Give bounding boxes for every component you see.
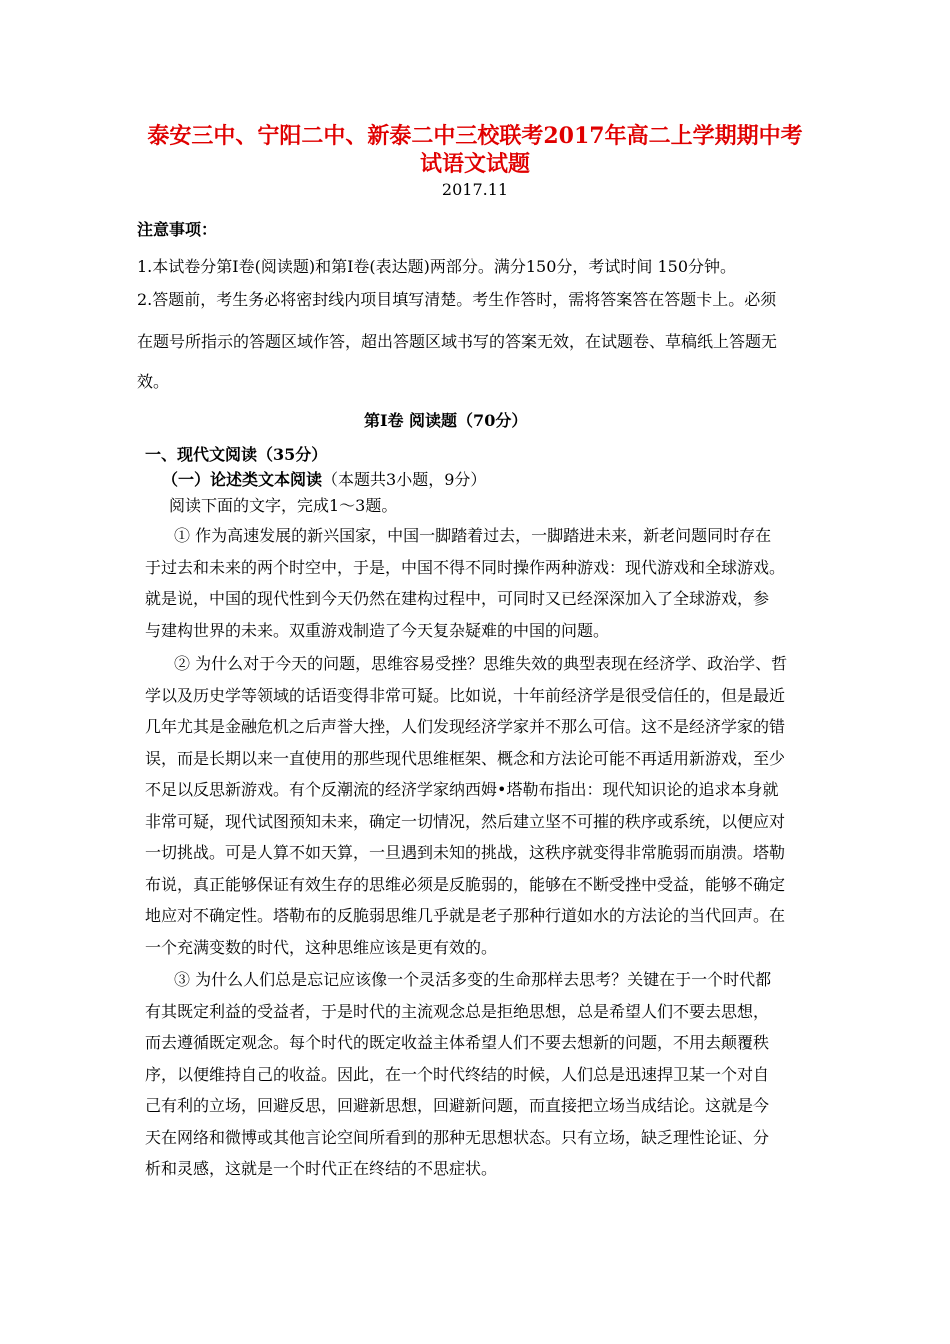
passage-line: 己有利的立场，回避反思，回避新思想，回避新问题，而直接把立场当成结论。这就是今 [145,1096,770,1115]
passage-line: 几年尤其是金融危机之后声誉大挫，人们发现经济学家并不那么可信。这不是经济学家的错 [145,717,786,736]
exam-date: 2017.11 [441,180,509,199]
passage-line: 天在网络和微博或其他言论空间所看到的那种无思想状态。只有立场，缺乏理性论证、分 [145,1127,770,1147]
passage-line: 而去遵循既定观念。每个时代的既定收益主体希望人们不要去想新的问题，不用去颠覆秩 [145,1033,770,1052]
notes-item-2-line-3: 效。 [137,372,170,391]
passage-line: 析和灵感，这就是一个时代正在终结的不思症状。 [145,1159,498,1178]
notes-heading: 注意事项： [137,220,218,239]
section-title: 第Ⅰ卷 阅读题（70分） [364,411,528,430]
subsection-1-heading [162,470,486,490]
passage-line: ③ 为什么人们总是忘记应该像一个灵活多变的生命那样去思考？关键在于一个时代都 [174,970,772,989]
passage-line: 与建构世界的未来。双重游戏制造了今天复杂疑难的中国的问题。 [145,620,610,640]
passage-line: 地应对不确定性。塔勒布的反脆弱思维几乎就是老子那种行道如水的方法论的当代回声。在 [145,906,786,925]
notes-item-2-line-2: 在题号所指示的答题区域作答，超出答题区域书写的答案无效，在试题卷、草稿纸上答题无 [137,332,778,351]
passage-line: 不足以反思新游戏。有个反潮流的经济学家纳西姆•塔勒布指出：现代知识论的追求本身就 [145,780,779,799]
passage-line: 于过去和未来的两个时空中，于是，中国不得不同时操作两种游戏：现代游戏和全球游戏。 [145,557,786,577]
passage-line: 一切挑战。可是人算不如天算，一旦遇到未知的挑战，这秩序就变得非常脆弱而崩溃。塔勒 [145,843,786,862]
passage-line: 就是说，中国的现代性到今天仍然在建构过程中，可同时又已经深深加入了全球游戏，参 [145,589,770,608]
passage-paragraph-3 [145,964,805,1185]
passage-line: ① 作为高速发展的新兴国家，中国一脚踏着过去，一脚踏进未来，新老问题同时存在 [174,526,772,545]
part-1-heading: 一、现代文阅读（35分） [145,445,328,464]
passage-line: 误，而是长期以来一直使用的那些现代思维框架、概念和方法论可能不再适用新游戏，至少 [145,748,786,768]
passage-line: 一个充满变数的时代，这种思维应该是更有效的。 [145,937,498,957]
notes-item-1: 1.本试卷分第Ⅰ卷(阅读题)和第Ⅰ卷(表达题)两部分。满分150分，考试时间 150分钟。 [137,257,737,276]
passage-line: ② 为什么对于今天的问题，思维容易受挫？思维失效的典型表现在经济学、政治学、哲 [174,654,788,673]
passage-paragraph-1 [145,520,805,646]
passage-line: 学以及历史学等领域的话语变得非常可疑。比如说，十年前经济学是很受信任的，但是最近 [145,685,786,705]
passage-line: 非常可疑，现代试图预知未来，确定一切情况，然后建立坚不可摧的秩序或系统，以便应对 [145,811,786,831]
title-line-1: 泰安三中、宁阳二中、新泰二中三校联考2017年高二上学期期中考 [147,123,803,149]
title-line-2: 试语文试题 [419,151,530,177]
subsection-1-info: （本题共3小题，9分） [322,470,487,489]
passage-line: 布说，真正能够保证有效生存的思维必须是反脆弱的，能够在不断受挫中受益，能够不确定 [145,874,786,894]
passage-line: 有其既定利益的受益者，于是时代的主流观念总是拒绝思想，总是希望人们不要去思想， [145,1001,770,1021]
passage-line: 序，以便维持自己的收益。因此，在一个时代终结的时候，人们总是迅速捍卫某一个对自 [145,1064,770,1084]
subsection-1-title: （一）论述类文本阅读 [162,470,323,489]
notes-item-2-line-1: 2.答题前，考生务必将密封线内项目填写清楚。考生作答时，需将答案答在答题卡上。必须 [137,290,777,309]
reading-instruction: 阅读下面的文字，完成1～3题。 [169,496,398,515]
passage-paragraph-2 [145,648,805,963]
